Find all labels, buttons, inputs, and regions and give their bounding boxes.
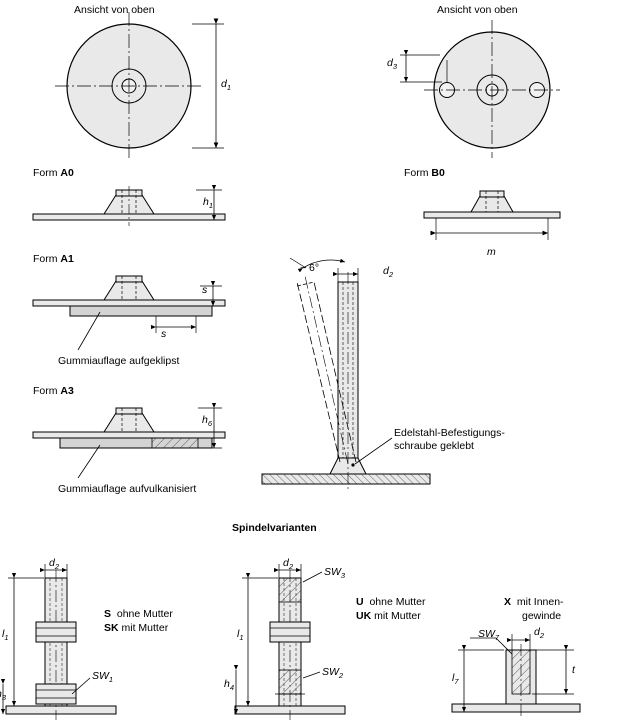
variant-x-line2: gewinde [522,610,562,622]
callout-rubber-clipped: Gummiauflage aufgeklipst [58,355,180,367]
label-form-a0: Form A0 [33,167,74,179]
callout-screw-glued-line2: schraube geklebt [394,440,474,452]
label-form-a3: Form A3 [33,385,74,397]
dim-sw7: $SW_7$ [478,628,500,643]
dim-h3-variant1: 3 [1,693,7,703]
dim-m: m [487,246,496,258]
label-form-a1: Form A1 [33,253,74,265]
callout-screw-glued-line1: Edelstahl-Befestigungs- [394,427,505,439]
dim-h1: $h_1$ [203,196,214,211]
dim-sw2: $SW_2$ [322,666,344,681]
dim-d2-variant1: $d_2$ [49,557,60,572]
variant-s: S ohne Mutter [104,608,173,620]
dim-s-horizontal: s [161,328,167,340]
variant-x: X mit Innen- [504,596,564,608]
dim-l1-variant1: $l_1$ [2,628,9,643]
dim-d3: $d_3$ [387,57,398,72]
label-plan-view-left: Ansicht von oben [74,4,155,16]
dim-d2-variant3: $d_2$ [534,626,545,641]
callout-rubber-vulcanised: Gummiauflage aufvulkanisiert [58,483,197,495]
label-plan-view-right: Ansicht von oben [437,4,518,16]
dim-h6: $h_6$ [202,414,213,429]
dim-angle: ~ 6° [300,262,320,274]
variant-u: U ohne Mutter [356,596,426,608]
dim-d1: $d_1$ [221,78,232,93]
dim-s-vertical: s [202,284,208,296]
dim-l1-variant2: $l_1$ [237,628,244,643]
dim-sw1: $SW_1$ [92,670,114,685]
dim-h4-variant2: $h_4$ [224,678,235,693]
dim-l7: $l_7$ [452,672,459,687]
dim-t: t [572,664,575,676]
variant-sk: SK mit Mutter [104,622,169,634]
variant-uk: UK mit Mutter [356,610,421,622]
section-title-spindle-variants: Spindelvarianten [232,522,317,534]
dim-sw3: $SW_3$ [324,566,346,581]
dim-d2-center: $d_2$ [383,265,394,280]
label-form-b0: Form B0 [404,167,445,179]
dim-d2-variant2: $d_2$ [283,557,294,572]
